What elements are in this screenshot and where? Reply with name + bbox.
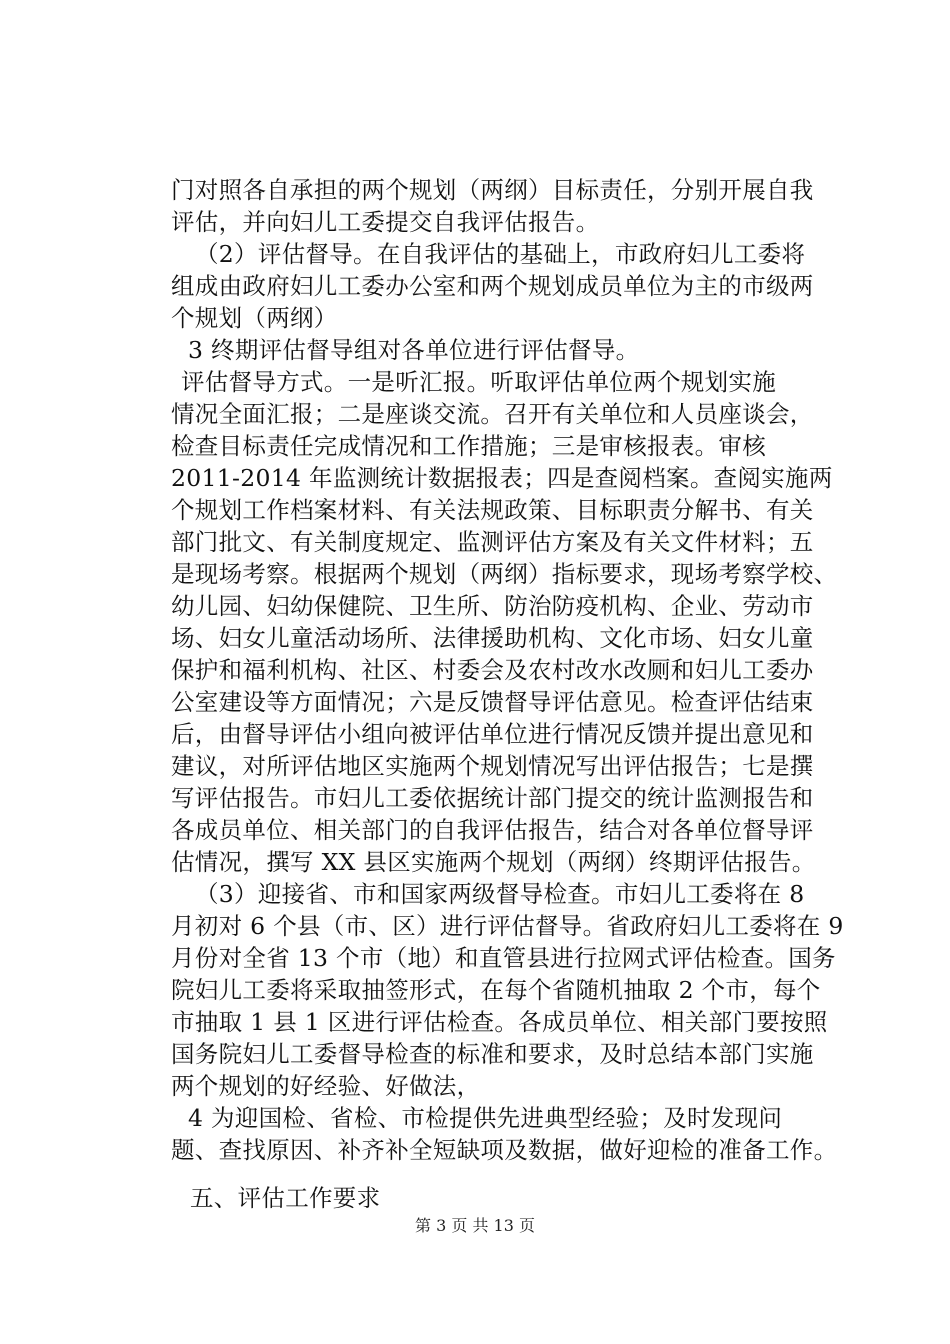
page-number-footer: 第 3 页 共 13 页 xyxy=(415,1216,535,1235)
body-text-line: 估情况，撰写 XX 县区实施两个规划（两纲）终期评估报告。 xyxy=(171,848,816,876)
body-text-line: 院妇儿工委将采取抽签形式，在每个省随机抽取 2 个市，每个 xyxy=(171,976,821,1004)
body-text-line: 各成员单位、相关部门的自我评估报告，结合对各单位督导评 xyxy=(171,816,814,844)
paragraph-first-line: 4 为迎国检、省检、市检提供先进典型经验；及时发现问 xyxy=(188,1104,783,1132)
body-text-line: 检查目标责任完成情况和工作措施；三是审核报表。审核 xyxy=(171,432,766,460)
body-text-line: 情况全面汇报；二是座谈交流。召开有关单位和人员座谈会， xyxy=(171,400,814,428)
body-text-line: 个规划（两纲） xyxy=(171,304,338,332)
body-text-line: 题、查找原因、补齐补全短缺项及数据，做好迎检的准备工作。 xyxy=(171,1136,838,1164)
body-text-line: 建议，对所评估地区实施两个规划情况写出评估报告；七是撰 xyxy=(171,752,814,780)
body-text-line: 个规划工作档案材料、有关法规政策、目标职责分解书、有关 xyxy=(171,496,814,524)
body-text-line: 后，由督导评估小组向被评估单位进行情况反馈并提出意见和 xyxy=(171,720,814,748)
body-text-line: 市抽取 1 县 1 区进行评估检查。各成员单位、相关部门要按照 xyxy=(171,1008,828,1036)
body-text-line: 写评估报告。市妇儿工委依据统计部门提交的统计监测报告和 xyxy=(171,784,814,812)
body-text-line: 保护和福利机构、社区、村委会及农村改水改厕和妇儿工委办 xyxy=(171,656,814,684)
body-text-line: 组成由政府妇儿工委办公室和两个规划成员单位为主的市级两 xyxy=(171,272,814,300)
body-text-line: 公室建设等方面情况；六是反馈督导评估意见。检查评估结束 xyxy=(171,688,814,716)
paragraph-first-line: （2）评估督导。在自我评估的基础上，市政府妇儿工委将 xyxy=(195,240,806,268)
body-text-line: 月份对全省 13 个市（地）和直管县进行拉网式评估检查。国务 xyxy=(171,944,836,972)
body-text-line: 两个规划的好经验、好做法， xyxy=(171,1072,481,1100)
section-heading: 五、评估工作要求 xyxy=(190,1184,381,1212)
body-text-line: 部门批文、有关制度规定、监测评估方案及有关文件材料；五 xyxy=(171,528,814,556)
body-text-line: 月初对 6 个县（市、区）进行评估督导。省政府妇儿工委将在 9 xyxy=(171,912,844,940)
paragraph-first-line: 评估督导方式。一是听汇报。听取评估单位两个规划实施 xyxy=(181,368,776,396)
body-text-line: 2011-2014 年监测统计数据报表；四是查阅档案。查阅实施两 xyxy=(171,464,833,492)
body-text-line: 评估，并向妇儿工委提交自我评估报告。 xyxy=(171,208,600,236)
paragraph-first-line: 3 终期评估督导组对各单位进行评估督导。 xyxy=(188,336,640,364)
body-text-line: 幼儿园、妇幼保健院、卫生所、防治防疫机构、企业、劳动市 xyxy=(171,592,814,620)
body-text-line: 场、妇女儿童活动场所、法律援助机构、文化市场、妇女儿童 xyxy=(171,624,814,652)
paragraph-first-line: （3）迎接省、市和国家两级督导检查。市妇儿工委将在 8 xyxy=(195,880,805,908)
body-text-line: 门对照各自承担的两个规划（两纲）目标责任，分别开展自我 xyxy=(171,176,814,204)
body-text-line: 是现场考察。根据两个规划（两纲）指标要求，现场考察学校、 xyxy=(171,560,838,588)
body-text-line: 国务院妇儿工委督导检查的标准和要求，及时总结本部门实施 xyxy=(171,1040,814,1068)
